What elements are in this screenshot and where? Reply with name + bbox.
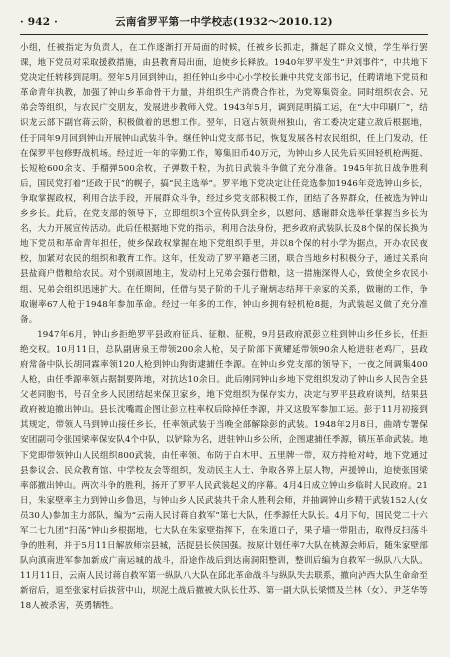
- running-header: [20, 14, 428, 32]
- paragraph-1: 小组，任被指定为负责人，在工作逐渐打开局面的时候，任被乡长抓走，撕起了群众义愤，学生举行罢课，地下党员对采取援救措施，由县教育局出面，迫使乡长释放。1940年罗平发生“尹刘事件”，中共地下党决定任转移到昆明。翌年5月回到钟山，担任钟山乡中心小学校长兼中共党支部书记，任聘请地下党员和革命青年执教，加强了钟山乡革命骨干力量，并组织生产消费合作社，为党筹集资金。同时组织农会、兄弟会等组织，与农民广交朋友，发展进步教师入党。1943年5月，调到昆明搞工运，在“大中印刷厂”，结识龙云部下副官蒋云阶，积极做着的思想工作。翌年，日寇占领贵州独山，省工委决定建立敌后根据地，任于同年9月回到钟山开展钟山武装斗争。继任钟山党支部书记，恢复发展各村农民组织，任上门发动，任在保罗平包修野战机场。经过近一年的宰勤工作，筹集旧币40万元，为钟山乡人民先后买回轻机枪两挺、长短枪600余支、手榴弹500余枚，子弹数千粒，为抗日武装斗争做了充分准备。1945年抗日战争胜利后，国民党打着“还政于民”的幌子，搞“民主选举”。罗平地下党决定让任竞选参加1946年竞选钟山乡长，争取掌握政权，利用合法手段，开展群众斗争，经过乡党支部积极工作，团结了各界群众，任被选为钟山乡乡长。此后，在党支部的领导下，立即组织3个宣传队到全乡，以慰问、感谢群众选举任掌握当乡长为名，大力开展宣传活动。此后任根据地下党的指示，利用合法身份，把乡政府武装队长及8个保的保长换为地下党员和革命青年担任，使乡保政权掌握在地下党组织手里，并以8个保的村小学为据点，开办农民夜校，加紧对农民的组织和教育工作。这年，任发动了罗平籍老三团，联合当地乡村积极分子，通过关系向县盐商户借粮给农民。对个别顽固地主，发动村上兄弟会强行借粮，这一措施深得人心，致使全乡农民小组、兄弟会组织迅速扩大。在任期间，任借与昊子阶的千儿子谢炳志结拜干亲家的关系，做谢的工作，争取谢率67人枪于1948年参加革命。经过一年多的工作，钟山乡拥有轻机枪8挺，为武装起义做了充分准备。: [20, 43, 428, 325]
- paragraph-2: 1947年6月，钟山乡拒绝罗平县政府征兵、征粮、征税，9月县政府派彭立柱到钟山乡任乡长，任拒绝交权。10月11日，总队副唐泉王带领200余人枪，吴子阶部下黄耀延带领90余人枪进驻老鸡厂，县政府常备中队长胡同霖率领120人枪到钟山狗街逮捕任李源。在钟山乡党支部的领导下，一夜之间调集400人枪，由任季源率领占据制要阵地，对抗达10余日。此后刚同钟山乡地下党组织发动了钟山乡人民告全县父老同胞书，号召全乡人民团结起来保卫家乡，地下党组织为保存实力，决定与罗平县政府谈判，结果县政府被迫撤出钟山。县长沈嘴霞企图让彭立柱率权后除掉任李源，并又这股军参加工运。彭于11月初接到其规定，带领人马到钟山接任乡长，任率领武装于当晚全部解除彭的武装。1948年2月8日，曲靖专署保安团副司令张国梁率保安队4个中队，以铲除为名，进驻钟山乡公所，企图逮捕任季源，镇压革命武装。地下党即带领钟山人民组织800武装，由任率领、布防于白木甲、五里牌一带，双方持枪对峙，地下党通过县参议会、民众教育馆、中学校友会等组织，发动民主人士、争取各界上层人物，声援钟山，迫使张国梁率部撤出钟山。两次斗争的胜利，扬开了罗平人民武装起义的序幕。4月4日成立钟山乡临时人民政府。21日，朱家壁率主力到钟山乡鲁迅，与钟山乡人民武装共千余人胜利会师，并抽调钟山乡精干武装152人(女员30人)参加主力部队，编为“云南人民讨蒋自救军”第七大队，任季源任大队长。4月下旬，国民党二十六军二七九团“扫荡”钟山乡根据地，七大队在朱家壁指挥下，在朱道口子，果子墙一带阻击，取得反扫荡斗争的胜利，并于5月11日解放师宗县城，活捉县长侯国强。按原计划任率7大队在桃源会师后，随朱家壁部队向滇南进军参加新成广南运城的战斗，沿途作战后到达南洞阳整训，整训后编为自救军一纵队八大队。11月11日，云南人民讨蒋自救军第一纵队八大队在邱北革命战斗与纵队失去联系，撤向泸西大队生命命至新宿后，退至张家村后拔营中山，坝泥土战后撤被大队长仕苏、第一副大队长梁惯及兰林（女）、尹芝华等18人被杀害，英勇牺牲。: [20, 329, 428, 612]
- header-rule: [20, 34, 428, 35]
- book-title: 云南省罗平第一中学校志(1932～2010.12): [115, 16, 333, 28]
- page-number: · 942 ·: [20, 16, 58, 28]
- body-text: [20, 41, 428, 615]
